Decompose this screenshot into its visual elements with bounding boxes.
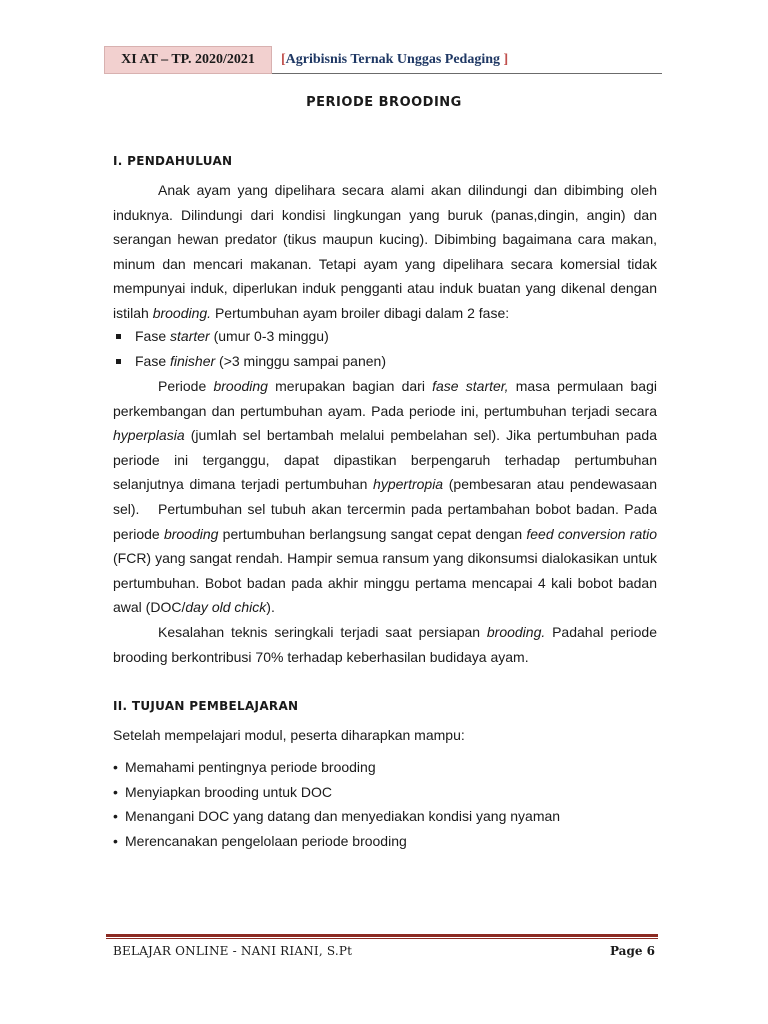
page-number: Page 6 [609, 944, 655, 958]
paragraph-growth: Pertumbuhan sel tubuh akan tercermin pada pertambahan bobot badan. Pada periode brooding pertumbuhan berlangsung sangat cepat dengan feed conversion ratio (FCR) yang sangat rendah. Hampir semua ransum yang dikonsumsi dialokasikan untuk pertumbuhan. Bobot badan pada akhir minggu pertama mencapai 4 kali bobot badan awal (DOC/day old chick). [113, 501, 658, 615]
footer-rule-thick [106, 934, 658, 937]
list-item: Fase starter (umur 0-3 minggu) [113, 324, 657, 349]
subject-text: Agribisnis Ternak Unggas Pedaging [285, 52, 501, 67]
paragraph-technical-error: Kesalahan teknis seringkali terjadi saat persiapan brooding. Padahal periode brooding berkontribusi 70% terhadap keberhasilan budidaya ayam. [113, 624, 657, 665]
class-label: XI AT – TP. 2020/2021 [121, 52, 255, 67]
goals-list [113, 755, 657, 854]
footer-author: BELAJAR ONLINE - NANI RIANI, S.Pt [113, 944, 353, 958]
paragraph-intro: Anak ayam yang dipelihara secara alami akan dilindungi dan dibimbing oleh induknya. Dilindungi dari kondisi lingkungan yang buruk (panas,dingin, angin) dan serangan hewan predator (tikus maupun kucing). Dibimbing bagaimana cara makan, minum dan mencari makanan. Tetapi ayam yang dipelihara secara komersial tidak mempunyai induk, diperlukan induk pengganti atau induk buatan yang dikenal dengan istilah brooding. Pertumbuhan ayam broiler dibagi dalam 2 fase: [113, 182, 657, 321]
list-item: Fase finisher (>3 minggu sampai panen) [113, 349, 657, 374]
phase-list [113, 324, 657, 373]
class-label-box [104, 46, 272, 74]
list-item: • Merencanakan pengelolaan periode brooding [113, 829, 657, 854]
section-heading-tujuan: II. TUJUAN PEMBELAJARAN [113, 699, 299, 713]
subject-label [281, 52, 508, 68]
section-heading-pendahuluan: I. PENDAHULUAN [113, 154, 233, 168]
subject-bracket-open: [ [281, 52, 286, 67]
header-rule [272, 73, 662, 74]
goals-intro: Setelah mempelajari modul, peserta diharapkan mampu: [113, 727, 465, 743]
page-title: PERIODE BROODING [306, 95, 462, 110]
list-item: • Memahami pentingnya periode brooding [113, 755, 657, 780]
list-item: • Menyiapkan brooding untuk DOC [113, 780, 657, 805]
footer-rule-thin [106, 938, 658, 939]
list-item: • Menangani DOC yang datang dan menyediakan kondisi yang nyaman [113, 804, 657, 829]
subject-bracket-close: ] [503, 52, 509, 67]
paragraph-brooding-period: Periode brooding merupakan bagian dari fase starter, masa permulaan bagi perkembangan dan pertumbuhan ayam. Pada periode ini, pertumbuhan terjadi secara hyperplasia (jumlah sel bertambah melalui pembelahan sel). Jika pertumbuhan pada periode ini terganggu, dapat dipastikan berpengaruh terhadap pertumbuhan selanjutnya dimana terjadi pertumbuhan hypertropia (pembesaran atau pendewasaan sel). [113, 378, 658, 517]
